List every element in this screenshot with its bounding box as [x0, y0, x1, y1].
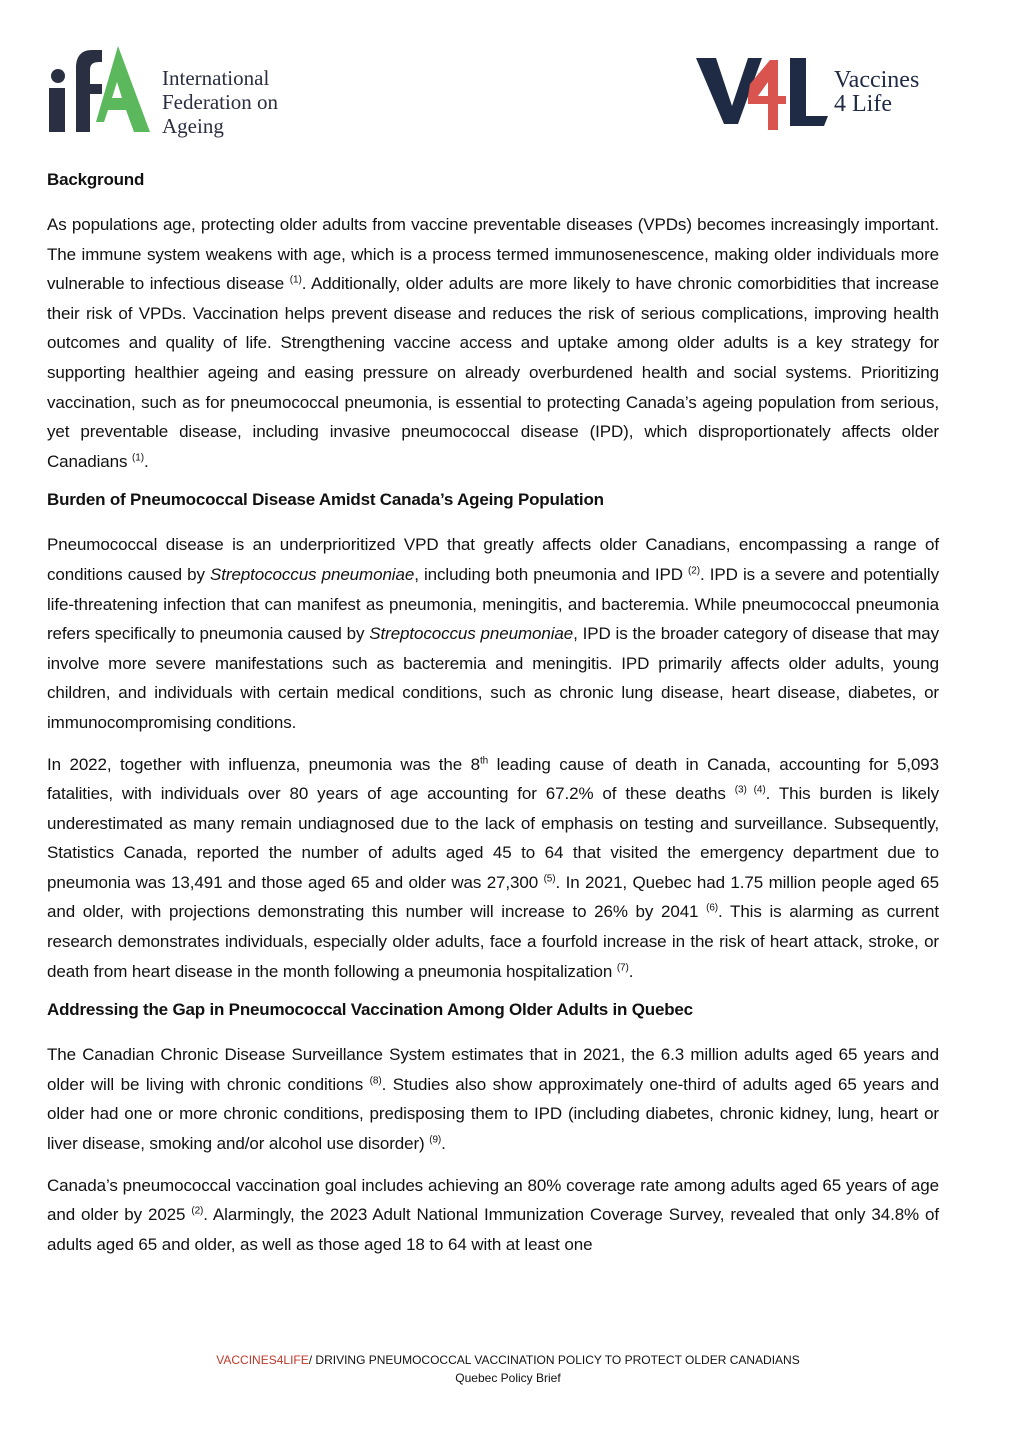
body-paragraph: [47, 1171, 939, 1260]
citation-superscript: (9): [429, 1134, 442, 1146]
footer-brand[interactable]: VACCINES4LIFE: [216, 1353, 309, 1367]
citation-superscript: (1): [289, 274, 302, 286]
footer-subtitle: Quebec Policy Brief: [455, 1371, 561, 1385]
text-run: , IPD is the broader category of disease that may involve more severe manifestations such as bacteremia and meningitis. IPD primarily affects older adults, young children, and individuals with certain medical conditions, such as chronic lung disease, heart disease, diabetes, or immunocompromising conditions.: [47, 624, 940, 732]
section-heading: Burden of Pneumococcal Disease Amidst Canada’s Ageing Population: [47, 490, 604, 510]
italic-term: Streptococcus pneumoniae: [369, 624, 574, 644]
text-run: .: [441, 1134, 446, 1154]
ifa-logo-line: Ageing: [162, 114, 224, 138]
italic-term: Streptococcus pneumoniae: [210, 564, 415, 584]
citation-superscript: (5): [543, 873, 556, 885]
text-run: Canada’s pneumococcal vaccination goal includes achieving an 80% coverage rate among adults aged 65 years of age and older by 2025: [47, 1175, 939, 1225]
text-run: . In 2021, Quebec had 1.75 million people aged 65 and older, with projections demonstrating this number will increase to 26% by 2041: [47, 872, 939, 922]
text-run: . This is alarming as current research demonstrates individuals, especially older adults, face a fourfold increase in the risk of heart attack, stroke, or death from heart disease in the month following a pneumonia hospitalization: [47, 902, 939, 981]
v4l-logo-text: [834, 68, 919, 116]
text-run: . Alarmingly, the 2023 Adult National Immunization Coverage Survey, revealed that only 34.8% of adults aged 65 and older, as well as those aged 18 to 64 with at least one: [47, 1205, 940, 1254]
text-run: .: [628, 961, 634, 981]
text-run: .: [143, 451, 149, 471]
text-run: . Additionally, older adults are more likely to have chronic comorbidities that increase their risk of VPDs. Vaccination helps prevent disease and reduces the risk of serious complications, improving health outcomes and quality of life. Strengthening vaccine access and uptake among older adults is a key strategy for supporting healthier ageing and easing pressure on already overburdened health and social systems. Prioritizing vaccination, such as for pneumococcal pneumonia, is essential to protecting Canada’s ageing population from serious, yet preventable disease, including invasive pneumococcal disease (IPD), which disproportionately affects older Canadians: [47, 274, 939, 471]
text-run: . This burden is likely underestimated as many remain undiagnosed due to the lack of emphasis on testing and surveillance. Subsequently, Statistics Canada, reported the number of adults aged 45 to 64 that visited the emergency department due to pneumonia was 13,491 and those aged 65 and older was 27,300: [47, 784, 939, 892]
page-footer: [0, 1351, 1016, 1387]
body-paragraph: [47, 210, 939, 476]
citation-superscript: (3) (4): [734, 784, 766, 796]
v4l-logo-mark: [694, 54, 834, 134]
text-run: The Canadian Chronic Disease Surveillance System estimates that in 2021, the 6.3 million adults aged 65 years and older will be living with chronic conditions: [47, 1045, 939, 1094]
citation-superscript: (6): [706, 902, 719, 914]
citation-superscript: (2): [688, 565, 700, 577]
v4l-logo-line: Vaccines: [834, 67, 920, 93]
text-run: , including both pneumonia and IPD: [414, 564, 689, 584]
v4l-logo: [694, 54, 944, 134]
text-run: In 2022, together with influenza, pneumonia was the 8: [47, 754, 480, 774]
text-run: As populations age, protecting older adults from vaccine preventable diseases (VPDs) becomes increasingly important. The immune system weakens with age, which is a process termed immunosenescence, making older individuals more vulnerable to infectious disease: [47, 215, 939, 294]
text-run: Pneumococcal disease is an underprioritized VPD that greatly affects older Canadians, encompassing a range of conditions caused by: [47, 535, 939, 584]
v4l-logo-line: 4 Life: [834, 91, 892, 117]
ifa-logo-text: [162, 66, 278, 138]
citation-superscript: (8): [369, 1075, 382, 1087]
footer-title: / DRIVING PNEUMOCOCCAL VACCINATION POLICY TO PROTECT OLDER CANADIANS: [308, 1353, 800, 1367]
ifa-logo-mark: [46, 42, 156, 138]
text-run: . Studies also show approximately one-third of adults aged 65 years and older had one or more chronic conditions, predisposing them to IPD (including diabetes, chronic kidney, lung, heart or liver disease, smoking and/or alcohol use disorder): [47, 1074, 939, 1154]
ifa-logo-line: International: [162, 66, 270, 90]
body-paragraph: [47, 750, 939, 987]
text-run: . IPD is a severe and potentially life-threatening infection that can manifest as pneumonia, meningitis, and bacteremia. While pneumococcal pneumonia refers specifically to pneumonia caused by: [47, 564, 939, 644]
section-heading: Background: [47, 170, 145, 189]
citation-superscript: (1): [132, 452, 144, 464]
ifa-logo: [46, 42, 306, 138]
ifa-logo-line: Federation on: [162, 90, 279, 114]
citation-superscript: (7): [616, 962, 629, 973]
section-heading: Addressing the Gap in Pneumococcal Vaccination Among Older Adults in Quebec: [47, 1000, 693, 1020]
body-paragraph: [47, 530, 939, 737]
body-paragraph: [47, 1040, 939, 1158]
text-run: leading cause of death in Canada, accounting for 5,093 fatalities, with individuals over 80 years of age accounting for 67.2% of these deaths: [47, 754, 940, 804]
citation-superscript: th: [480, 754, 489, 766]
footer-title-line: [0, 1351, 1016, 1369]
citation-superscript: (2): [191, 1205, 204, 1217]
document-body: [47, 168, 939, 1271]
